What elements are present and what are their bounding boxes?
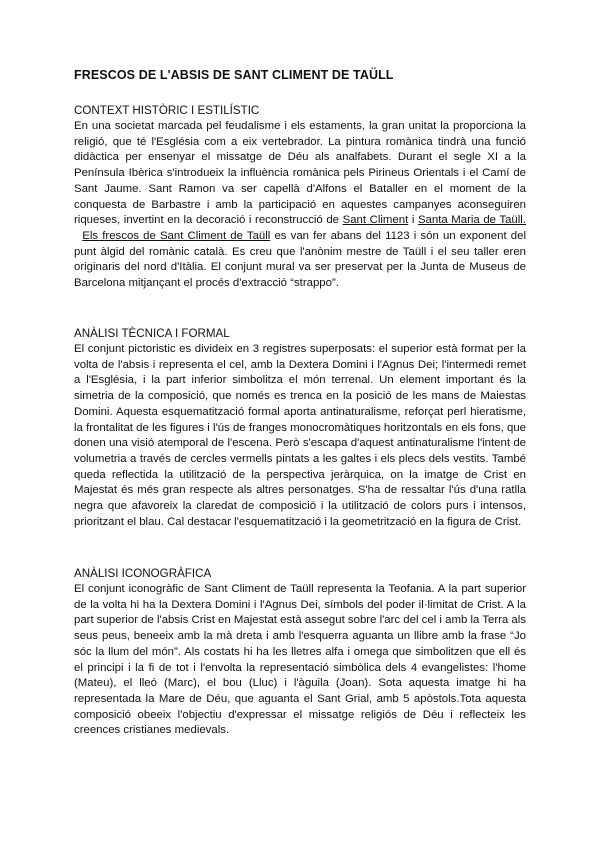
section-technical	[74, 326, 526, 530]
section-body: El conjunt pictoristic es divideix en 3 registres superposats: el superior està format per la volta de l'absis i representa el cel, amb la Dextera Domini i l'Agnus Dei; l'intermedi remet a l'Església, i la part inferior simbolitza el món terrenal. Un element important és la simetria de la composició, que només es trenca en la posició de les mans de Maiestas Domini. Aquesta esquematització formal aporta antinaturalisme, reforçat perl hieratisme, la frontalitat de les figures i l'ús de franges monocromàtiques horitzontals en els fons, que donen una visió atemporal de l'escena. Però s'escapa d'aquest antinaturalisme l'intent de volumetria a través de cercles vermells pintats a les galtes i els plecs dels vestits. També queda reflectida la utilització de la perspectiva jeràrquica, on la imatge de Crist en Majestat és més gran respecte als altres personatges. S'ha de ressaltar l'ús d'una ratlla negra que afavoreix la claredat de composició i la utilització de colors purs i intensos, prioritzant el blau. Cal destacar l'esquematització i la geometrització en la figura de Crist.	[74, 343, 526, 528]
section-context	[74, 103, 526, 292]
document-title: FRESCOS DE L'ABSIS DE SANT CLIMENT DE TAÜLL	[74, 68, 394, 82]
body-text: En una societat marcada pel feudalisme i els estaments, la gran unitat la proporciona la religió, que té l'Església com a eix vertebrador. La pintura romànica tindrà una funció didàctica per ensenyar el missatge de Déu als analfabets. Durant el segle XI a la Península Ibèrica s'introdueix la influència romànica pels Pirineus Orientals i el Camí de Sant Jaume. Sant Ramon va ser capellà d'Alfons el Bataller en el moment de la conquesta de Barbastre i amb la participació en aquestes campanyes aconseguiren riqueses, invertint en la decoració i reconstrucció de	[74, 120, 526, 227]
link-sant-climent[interactable]: Sant Climent	[342, 214, 409, 227]
section-body	[74, 119, 526, 292]
connector-text: i	[408, 214, 418, 227]
section-heading: ANÀLISI TÈCNICA I FORMAL	[74, 327, 230, 340]
section-heading: ANÀLISI ICONOGRÀFICA	[74, 567, 212, 580]
link-frescos[interactable]: Els frescos de Sant Climent de Taüll	[82, 229, 271, 242]
section-heading: CONTEXT HISTÒRIC I ESTILÍSTIC	[74, 104, 260, 117]
section-body: El conjunt iconogràfic de Sant Climent de Taüll representa la Teofania. A la part superior de la volta hi ha la Dextera Domini i l'Agnus Dei, símbols del poder il·limitat de Crist. A la part superior de l'absis Crist en Majestat està assegut sobre l'arc del cel i amb la Terra als seus peus, beneeix amb la mà dreta i amb l'esquerra aguanta un llibre amb la frase “Jo sóc la llum del món”. Als costats hi ha les lletres alfa i omega que simbolitzen que ell és el principi i la fi de tot i l'envolta la representació simbòlica dels 4 evangelistes: l'home (Mateu), el lleó (Marc), el bou (Lluc) i l'àguila (Joan). Sota aquesta imatge hi ha representada la Mare de Déu, que aguanta el Sant Grial, amb 5 apòstols.Tota aquesta composició obeeix l'objectiu d'expressar el missatge religiós de Déu i reflecteix les creences cristianes medievals.	[74, 583, 526, 737]
section-iconographic	[74, 566, 526, 739]
body-text-continued: es van fer abans del 1123 i són un exponent del punt àlgid del romànic català. Es creu que l'anònim mestre de Taüll i el seu taller eren originaris del nord d'Itàlia. El conjunt mural va ser preservat per la Junta de Museus de Barcelona mitjançant el procés d'extracció “strappo”.	[74, 229, 526, 290]
link-santa-maria[interactable]: Santa Maria de Taüll.	[417, 214, 526, 227]
